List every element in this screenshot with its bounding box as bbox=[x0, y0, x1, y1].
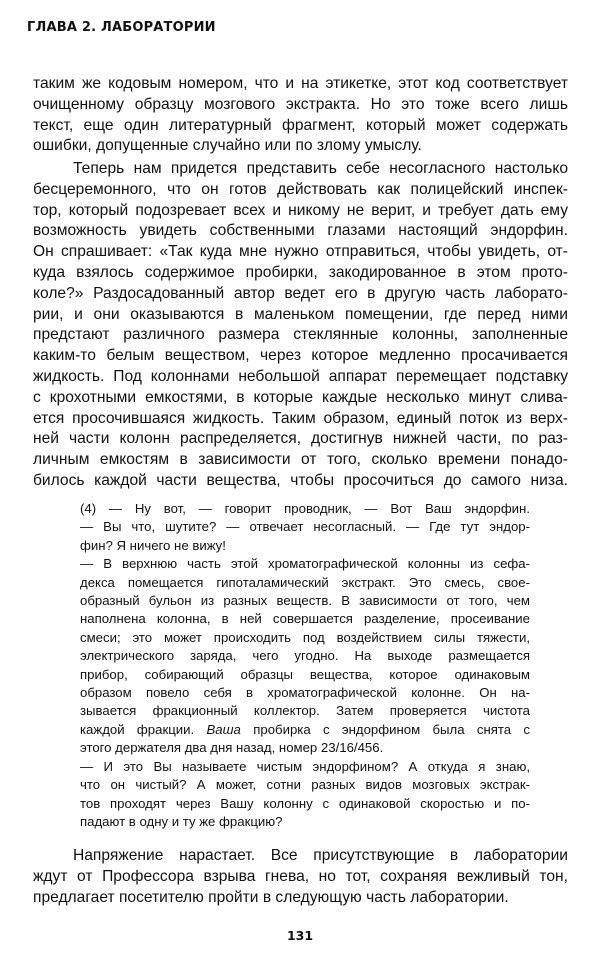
text-line: ется просочившаяся жидкость. Таким образом, единый поток из верх- bbox=[33, 409, 568, 427]
text-line: коле?» Раздосадованный автор ведет его в другую часть лаборато- bbox=[33, 284, 568, 302]
text-line: предлагает посетителю пройти в следующую часть лаборатории. bbox=[33, 889, 509, 906]
quote-rest: пробирка с эндорфином была снята с bbox=[240, 721, 530, 737]
text-line: предстают различного размера стеклянные колонны, заполненные bbox=[33, 326, 568, 344]
text-line: возможность увидеть собственными глазами настоящий эндорфин. bbox=[33, 222, 568, 240]
chapter-header: ГЛАВА 2. ЛАБОРАТОРИИ bbox=[27, 20, 216, 35]
text-line: куда взялось содержимое пробирки, закодированное в этом прото- bbox=[33, 263, 568, 281]
quote-line-with-emphasis bbox=[80, 721, 530, 739]
quote-line: — Вы что, шутите? — отвечает несогласный. — Где тут эндор- bbox=[80, 519, 530, 535]
quote-line: зывается фракционный коллектор. Затем проверяется чистота bbox=[80, 703, 530, 719]
text-line: личным емкостям в зависимости от того, сколько времени понадо- bbox=[33, 451, 568, 469]
text-line: таким же кодовым номером, что и на этикетке, этот код соответствует bbox=[33, 75, 568, 92]
text-line: каким-то белым веществом, через которое медленно просачивается bbox=[33, 347, 568, 365]
page-number: 131 bbox=[286, 928, 314, 943]
quote-line: наполнена колонна, в ней совершается разделение, просеивание bbox=[80, 611, 530, 627]
quote-line: фин? Я ничего не вижу! bbox=[80, 537, 226, 553]
paragraph-2 bbox=[33, 159, 568, 492]
text-line: бесцеремонного, что он готов действовать как полицейский инспек- bbox=[33, 180, 568, 198]
text-line: очищенному образцу мозгового экстракта. Но это тоже всего лишь bbox=[33, 95, 568, 113]
quote-line: электрического заряда, чего угодно. На выходе размещается bbox=[80, 648, 530, 664]
quote-line: что он чистый? А может, сотни разных видов мозговых экстрак- bbox=[80, 777, 530, 793]
text-line: текст, еще один литературный фрагмент, который может содержать bbox=[33, 116, 568, 134]
quote-line: — И это Вы называете чистым эндорфином? А откуда я знаю, bbox=[80, 758, 530, 774]
text-line: с крохотными емкостями, в которые каждые несколько минут слива- bbox=[33, 388, 568, 406]
quoted-dialogue bbox=[80, 500, 530, 831]
paragraph-3 bbox=[33, 845, 568, 908]
text-line: Напряжение нарастает. Все присутствующие в лаборатории bbox=[73, 847, 568, 864]
text-line: ошибки, допущенные случайно или по злому умыслу. bbox=[33, 137, 422, 155]
text-line: Он спрашивает: «Так куда мне нужно отправиться, чтобы увидеть, от- bbox=[33, 243, 568, 261]
quote-line: смеси; это может происходить под воздействием силы тяжести, bbox=[80, 629, 530, 645]
quote-line: тов проходят через Вашу колонну с одинаковой скоростью и по- bbox=[80, 795, 530, 811]
quote-line: — В верхнюю часть этой хроматографической колонны из сефа- bbox=[80, 556, 530, 572]
quote-line: образом повело себя в хроматографической колонне. Он на- bbox=[80, 685, 530, 701]
text-line: билось каждой части вещества, чтобы просочиться до самого низа. bbox=[33, 471, 568, 489]
quote-line: декса помещается гипоталамический экстракт. Это смесь, свое- bbox=[80, 574, 530, 590]
quote-line: (4) — Ну вот, — говорит проводник, — Вот Ваш эндорфин. bbox=[80, 501, 530, 516]
text-line: ней части колонн распределяется, достигнув нижней части, по раз- bbox=[33, 430, 568, 448]
text-line: жидкость. Под колоннами небольшой аппарат перемещает подставку bbox=[33, 367, 568, 385]
quote-line: падают в одну и ту же фракцию? bbox=[80, 813, 283, 829]
text-line: Теперь нам придется представить себе несогласного настолько bbox=[73, 160, 568, 177]
quote-line: образный бульон из разных веществ. В зависимости от того, чем bbox=[80, 593, 530, 609]
quote-line: прибор, собирающий образцы вещества, которое одинаковым bbox=[80, 666, 530, 682]
quote-prefix: каждой фракции. bbox=[80, 721, 207, 737]
text-line: ждут от Профессора взрыва гнева, но тот, сохраняя вежливый тон, bbox=[33, 868, 568, 885]
quote-line: этого держателя два дня назад, номер 23/16/456. bbox=[80, 740, 384, 756]
text-line: тор, который подозревает всех и никому не верит, и требует дать ему bbox=[33, 201, 568, 219]
emphasis-word: Ваша bbox=[206, 721, 241, 737]
paragraph-1 bbox=[33, 74, 568, 157]
text-line: рии, и они оказываются в маленьком помещении, где перед ними bbox=[33, 305, 568, 323]
